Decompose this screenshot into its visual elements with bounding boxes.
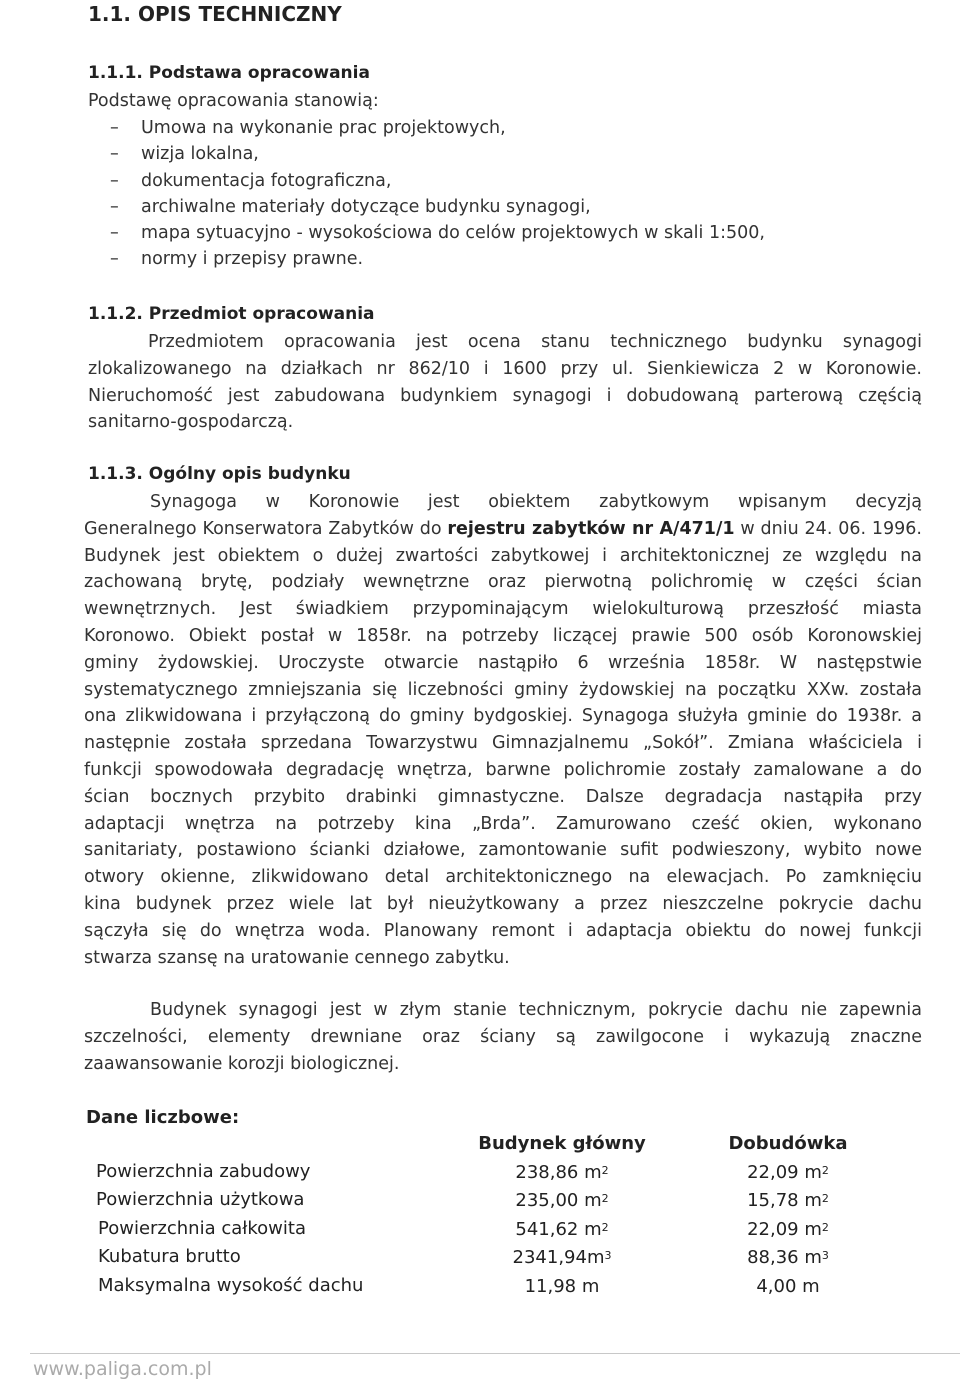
list-item: – archiwalne materiały dotyczące budynku synagogi, (110, 194, 765, 220)
table-header-row (96, 1131, 926, 1158)
section-intro: Podstawę opracowania stanowią: (88, 91, 379, 111)
table-row: Kubatura brutto $2341,94m^3$ 88,36 $m^3$ (98, 1246, 829, 1268)
register-line: Generalnego Konserwatora Zabytków do rejestru zabytków nr A/471/1 w dniu 24. 06. 1996. (84, 518, 922, 539)
dash-bullet: – (110, 118, 119, 138)
dash-bullet: – (110, 196, 119, 217)
basis-list (110, 115, 765, 273)
list-item: – normy i przepisy prawne. (110, 246, 765, 272)
condition-paragraph: Budynek synagogi jest w złym stanie technicznym, pokrycie dachu nie zapewnia szczelności, elementy drewniane oraz ściany są zawilgocone i wykazują znaczne zaawansowanie korozji biologicznej. (84, 1000, 922, 1074)
dash-bullet: – (110, 249, 119, 270)
table-row: Powierzchnia całkowita 541,62 $m^2$ 22,09 $m^2$ (98, 1217, 829, 1240)
data-table (96, 1131, 926, 1300)
footer-divider (30, 1353, 960, 1354)
table-row: Powierzchnia użytkowa 235,00 $m^2$ 15,78 $m^2$ (96, 1189, 829, 1211)
list-item: – dokumentacja fotograficzna, (110, 168, 765, 194)
list-item: – Umowa na wykonanie prac projektowych, (110, 115, 765, 141)
table-row: Maksymalna wysokość dachu 11,98 m 4,00 m (98, 1274, 820, 1297)
section-title-przedmiot: 1.1.2. Przedmiot opracowania (88, 304, 375, 324)
col-header-main: Budynek główny (478, 1133, 646, 1154)
dash-bullet: – (110, 223, 119, 244)
col-header-annex: Dobudówka (728, 1133, 848, 1154)
section-title-opis: 1.1.3. Ogólny opis budynku (88, 464, 351, 484)
opis-paragraph: Synagoga w Koronowie jest obiektem zabytkowym wpisanym decyzją Generalnego Konserwatora Zabytków do rejestru zabytków nr A/471/1 w dniu 24. 06. 1996. Budynek jest obiektem o dużej zwartości zabytkowej i architektonicznej ze względu na zachowaną brytę, podziały wewnętrzne oraz pierwotną polichromię w części ścian wewnętrznych. Jest świadkiem przypominającym wielokulturową przeszłość miasta Koronowo. Obiekt postał w 1858r. na potrzeby liczącej prawie 500 osób Koronowskiej gminy żydowskiej. Uroczyste otwarcie nastąpiło 6 września 1858r. W następstwie systematycznego zmniejszania się liczebności gminy żydowskiej na początku XXw. została ona zlikwidowana i przyłączoną do gminy bydgoskiej. Synagoga służyła gminie do 1938r. a następnie została sprzedana Towarzystwu Gimnazjalnemu „Sokół”. Zmiana właściciela i funkcji spowodowała degradację wnętrza, barwne polichromie zostały zamalowane a do ścian bocznych przybito drabinki gimnastyczne. Dalsze degradacja nastąpiła przy adaptacji wnętrza na potrzeby kina „Brda”. Zamurowano cześć okien, wykonano sanitariaty, postawiono ścianki działowe, zamontowanie sufit podwieszony, wybito nowe otwory okienne, zlikwidowano detal architektonicznego na elewacjach. Po zamknięciu kina budynek przez wiele lat był nieużytkowany a przez nieszczelne pokrycie dachu sączyła się do wnętrza woda. Planowany remont i adaptacja obiektu do nowej funkcji stwarza szansę na uratowanie cennego zabytku. (84, 492, 922, 968)
table-row: Powierzchnia zabudowy 238,86 $m^2$ 22,09 $m^2$ (96, 1160, 829, 1183)
section-title-podstawa: 1.1.1. Podstawa opracowania (88, 63, 370, 83)
dash-bullet: – (110, 170, 119, 191)
list-item: – wizja lokalna, (110, 141, 765, 167)
data-title: Dane liczbowe: (86, 1107, 240, 1128)
footer-url[interactable]: www.paliga.com.pl (33, 1358, 212, 1380)
przedmiot-paragraph: Przedmiotem opracowania jest ocena stanu technicznego budynku synagogi zlokalizowanego na działkach nr 862/10 i 1600 przy ul. Sienkiewicza 2 w Koronowie. Nieruchomość jest zabudowana budynkiem synagogi i dobudowaną parterową częścią sanitarno-gospodarczą. (88, 332, 922, 433)
list-item: – mapa sytuacyjno - wysokościowa do celów projektowych w skali 1:500, (110, 220, 765, 246)
page-heading: 1.1. OPIS TECHNICZNY (88, 2, 342, 26)
dash-bullet: – (110, 144, 119, 165)
